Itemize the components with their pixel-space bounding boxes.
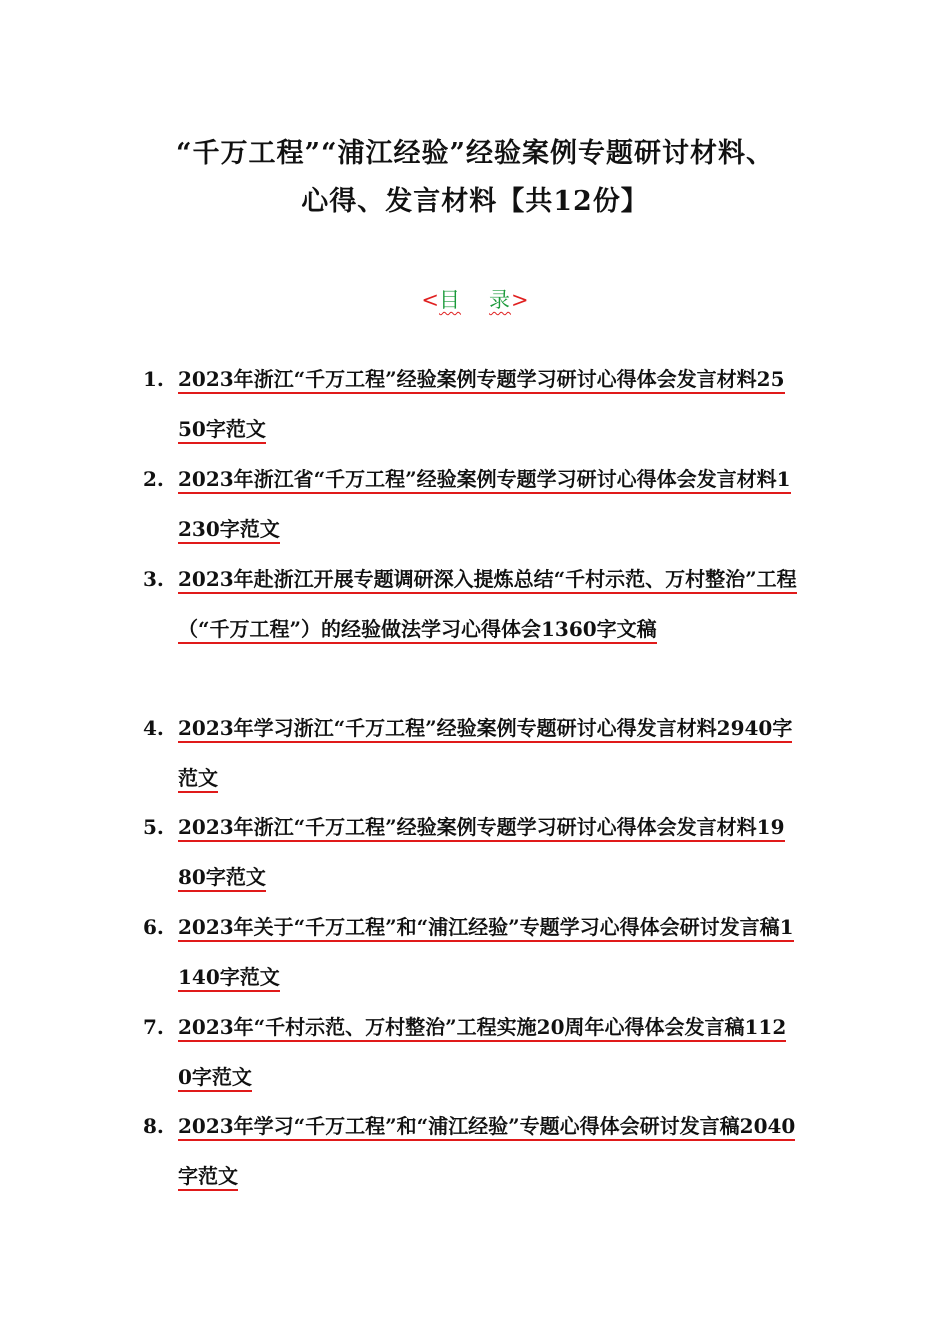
toc-item-link[interactable] xyxy=(178,554,798,654)
document-title-line-2: 心得、发言材料【共12份】 xyxy=(301,186,649,217)
toc-item-number: 4. xyxy=(143,716,164,740)
toc-item-link-text[interactable]: 2023年赴浙江开展专题调研深入提炼总结“千村示范、万村整治”工程（“千万工程”）的经验做法学习心得体会1360字文稿 xyxy=(178,567,797,644)
toc-item-link[interactable] xyxy=(178,354,798,454)
toc-heading-char-2: 录 xyxy=(489,288,511,312)
toc-item-link-text[interactable]: 2023年浙江“千万工程”经验案例专题学习研讨心得体会发言材料2550字范文 xyxy=(178,367,785,444)
toc-item-number: 2. xyxy=(143,467,164,491)
toc-item-link[interactable] xyxy=(178,454,798,554)
toc-item-link-text[interactable]: 2023年学习浙江“千万工程”经验案例专题研讨心得发言材料2940字范文 xyxy=(178,716,792,793)
toc-heading-char-1: 目 xyxy=(439,288,461,312)
toc-item-link[interactable] xyxy=(178,1002,798,1102)
toc-item-link-text[interactable]: 2023年“千村示范、万村整治”工程实施20周年心得体会发言稿1120字范文 xyxy=(178,1015,786,1092)
toc-item-link[interactable] xyxy=(178,902,798,1002)
toc-item-number: 1. xyxy=(143,367,164,391)
toc-item-number: 8. xyxy=(143,1114,164,1138)
toc-item-link-text[interactable]: 2023年浙江省“千万工程”经验案例专题学习研讨心得体会发言材料1230字范文 xyxy=(178,467,791,544)
toc-item-number: 6. xyxy=(143,915,164,939)
toc-heading-open-bracket: < xyxy=(421,288,439,312)
toc-item-link-text[interactable]: 2023年关于“千万工程”和“浦江经验”专题学习心得体会研讨发言稿1140字范文 xyxy=(178,915,794,992)
toc-item-link[interactable] xyxy=(178,703,798,803)
toc-item-link-text[interactable]: 2023年学习“千万工程”和“浦江经验”专题心得体会研讨发言稿2040字范文 xyxy=(178,1114,795,1191)
toc-heading-close-bracket: > xyxy=(511,288,529,312)
toc-item-number: 7. xyxy=(143,1015,164,1039)
toc-item-number: 5. xyxy=(143,815,164,839)
toc-item-link[interactable] xyxy=(178,802,798,902)
toc-item-link-text[interactable]: 2023年浙江“千万工程”经验案例专题学习研讨心得体会发言材料1980字范文 xyxy=(178,815,785,892)
toc-item-number: 3. xyxy=(143,567,164,591)
toc-item-link[interactable] xyxy=(178,1101,798,1201)
document-title-line-1: “千万工程”“浦江经验”经验案例专题研讨材料、 xyxy=(175,138,775,169)
